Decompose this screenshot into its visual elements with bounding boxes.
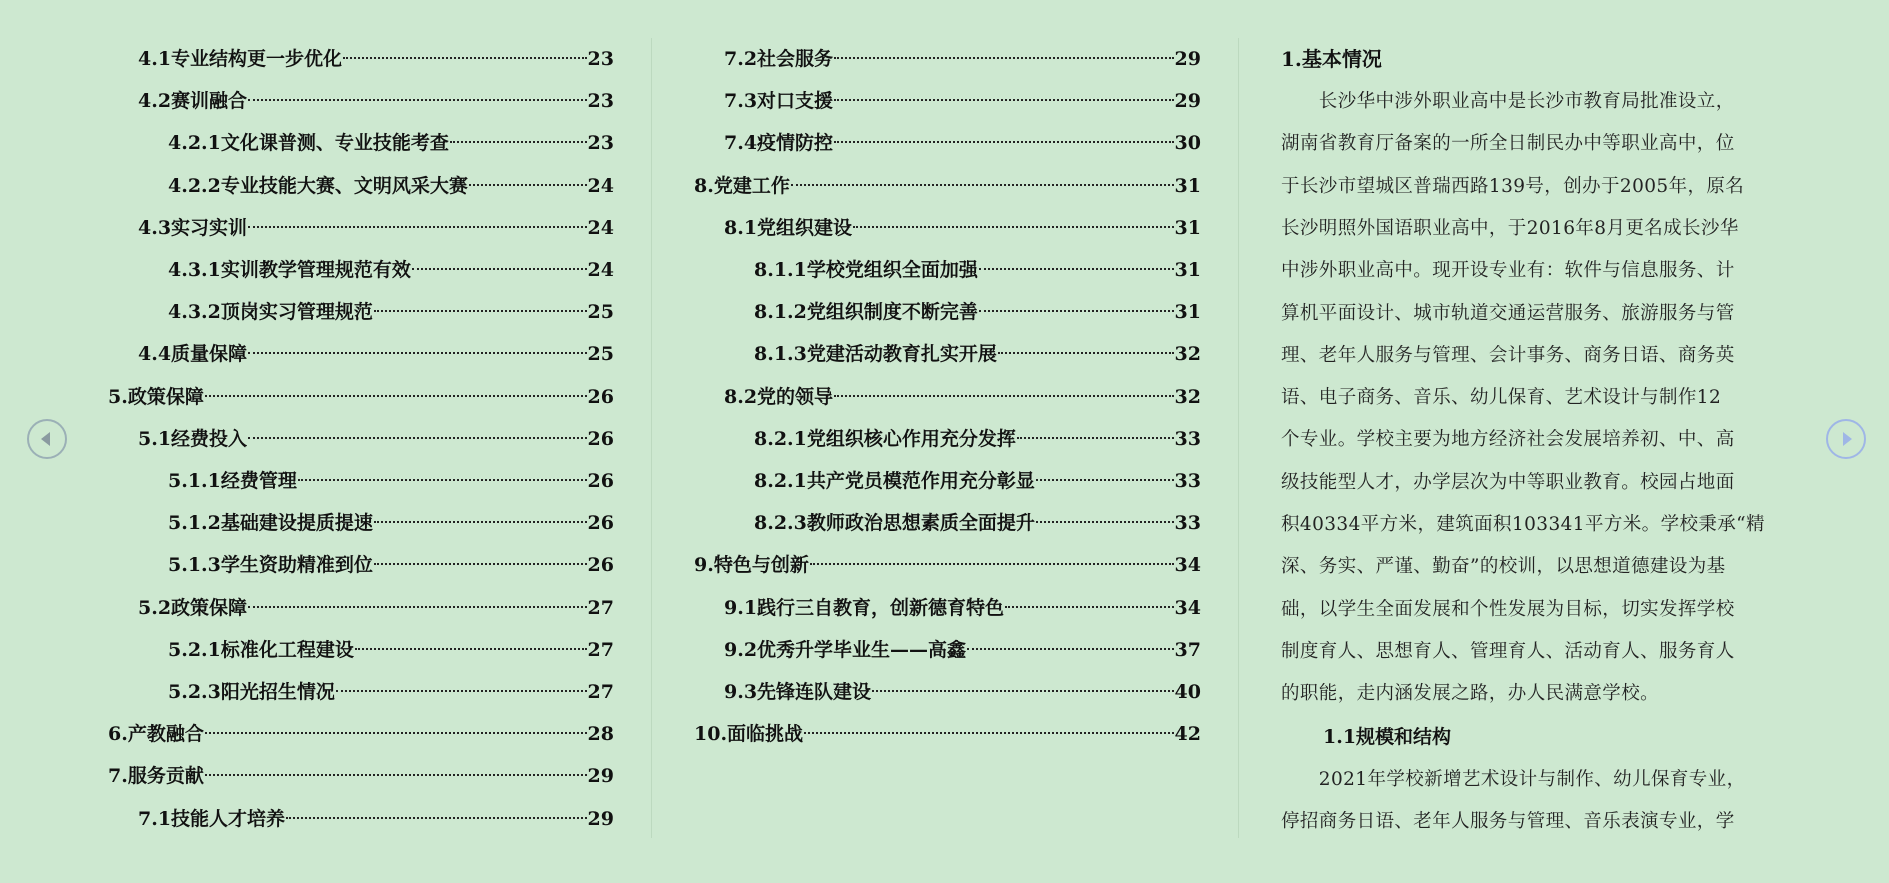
toc-entry[interactable] — [724, 629, 1201, 671]
toc-entry-page: 24 — [587, 174, 614, 197]
toc-entry[interactable] — [724, 207, 1201, 249]
toc-entry-title: 4.1专业结构更一步优化 — [138, 48, 343, 70]
toc-leader-dots — [355, 648, 587, 650]
toc-entry-title: 4.3.1实训教学管理规范有效 — [168, 259, 411, 281]
toc-leader-dots — [205, 732, 587, 734]
toc-entry[interactable] — [138, 587, 614, 629]
toc-entry[interactable] — [168, 502, 614, 544]
chevron-left-icon — [41, 432, 50, 446]
toc-leader-dots — [853, 226, 1173, 228]
toc-entry-page: 31 — [1174, 216, 1201, 239]
chevron-right-icon — [1843, 432, 1852, 446]
toc-entry-page: 31 — [1174, 259, 1201, 281]
column-divider — [651, 38, 652, 838]
toc-entry-title: 8.2党的领导 — [724, 385, 834, 408]
toc-leader-dots — [804, 732, 1173, 734]
toc-leader-dots — [336, 690, 587, 692]
toc-entry-page: 27 — [587, 638, 614, 661]
toc-leader-dots — [979, 268, 1174, 270]
toc-entry[interactable] — [138, 418, 614, 460]
toc-leader-dots — [248, 99, 586, 101]
toc-entry[interactable] — [754, 291, 1201, 333]
toc-entry-page: 33 — [1174, 470, 1201, 492]
toc-leader-dots — [248, 437, 586, 439]
column-divider — [1238, 38, 1239, 838]
toc-entry[interactable] — [168, 165, 614, 207]
toc-leader-dots — [469, 184, 587, 186]
toc-entry-title: 9.特色与创新 — [694, 554, 809, 577]
toc-leader-dots — [834, 141, 1173, 143]
toc-entry-page: 25 — [587, 343, 614, 366]
toc-entry[interactable] — [724, 376, 1201, 418]
toc-entry[interactable] — [108, 713, 614, 755]
subsection-heading: 1.1规模和结构 — [1323, 726, 1452, 748]
toc-entry[interactable] — [138, 333, 614, 375]
toc-entry-page: 31 — [1174, 174, 1201, 197]
toc-entry-page: 23 — [587, 90, 614, 113]
toc-entry[interactable] — [754, 460, 1201, 502]
next-page-button[interactable] — [1826, 419, 1866, 459]
toc-leader-dots — [834, 99, 1173, 101]
paragraph-line: 湖南省教育厅备案的一所全日制民办中等职业高中，位 — [1281, 133, 1735, 155]
toc-entry-title: 5.1.3学生资助精准到位 — [168, 554, 373, 577]
toc-entry-title: 7.服务贡献 — [108, 765, 204, 788]
paragraph-line: 语、电子商务、音乐、幼儿保育、艺术设计与制作12 — [1281, 387, 1722, 409]
toc-entry-title: 7.3对口支援 — [724, 90, 834, 113]
toc-entry-title: 6.产教融合 — [108, 723, 204, 746]
toc-entry-page: 23 — [587, 48, 614, 70]
toc-entry-title: 4.2.2专业技能大赛、文明风采大赛 — [168, 174, 468, 197]
toc-leader-dots — [1017, 437, 1174, 439]
toc-entry[interactable] — [108, 755, 614, 797]
toc-leader-dots — [205, 774, 587, 776]
toc-leader-dots — [248, 352, 586, 354]
paragraph-line: 中涉外职业高中。现开设专业有：软件与信息服务、计 — [1281, 260, 1735, 282]
toc-leader-dots — [810, 563, 1174, 565]
toc-entry-title: 5.政策保障 — [108, 385, 204, 408]
toc-leader-dots — [998, 352, 1174, 354]
toc-entry[interactable] — [724, 671, 1201, 713]
paragraph-line: 长沙华中涉外职业高中是长沙市教育局批准设立， — [1281, 91, 1735, 112]
toc-entry[interactable] — [754, 333, 1201, 375]
toc-entry-title: 8.1党组织建设 — [724, 216, 853, 239]
toc-leader-dots — [834, 395, 1173, 397]
toc-leader-dots — [979, 310, 1174, 312]
toc-leader-dots — [1005, 606, 1173, 608]
paragraph-line: 础，以学生全面发展和个性发展为目标，切实发挥学校 — [1281, 598, 1735, 620]
toc-entry-title: 9.2优秀升学毕业生——高鑫 — [724, 638, 967, 661]
toc-leader-dots — [834, 57, 1173, 59]
toc-entry-title: 4.4质量保障 — [138, 343, 248, 366]
toc-entry[interactable] — [168, 544, 614, 586]
toc-entry[interactable] — [754, 502, 1201, 544]
toc-leader-dots — [343, 57, 586, 59]
toc-entry-page: 31 — [1174, 301, 1201, 324]
toc-entry-page: 42 — [1174, 723, 1201, 746]
toc-entry-page: 37 — [1174, 638, 1201, 661]
toc-entry-title: 4.3实习实训 — [138, 216, 248, 239]
toc-entry-page: 29 — [1174, 48, 1201, 70]
toc-entry[interactable] — [168, 291, 614, 333]
toc-leader-dots — [1036, 479, 1174, 481]
toc-entry-title: 4.3.2顶岗实习管理规范 — [168, 301, 373, 324]
toc-entry[interactable] — [168, 122, 614, 164]
toc-entry[interactable] — [138, 80, 614, 122]
toc-entry-page: 32 — [1174, 385, 1201, 408]
paragraph-line: 的职能，走内涵发展之路，办人民满意学校。 — [1281, 683, 1660, 705]
toc-entry-page: 29 — [587, 807, 614, 830]
toc-entry[interactable] — [138, 207, 614, 249]
toc-entry-page: 27 — [587, 681, 614, 703]
toc-entry[interactable] — [694, 713, 1201, 755]
toc-entry-title: 5.2政策保障 — [138, 596, 248, 619]
toc-entry-title: 9.1践行三自教育，创新德育特色 — [724, 596, 1005, 619]
toc-entry-page: 26 — [587, 385, 614, 408]
toc-entry-page: 30 — [1174, 132, 1201, 155]
toc-leader-dots — [374, 563, 587, 565]
toc-entry-page: 24 — [587, 216, 614, 239]
toc-entry-page: 26 — [587, 554, 614, 577]
toc-entry-page: 26 — [587, 512, 614, 535]
toc-entry-page: 34 — [1174, 554, 1201, 577]
toc-leader-dots — [967, 648, 1173, 650]
toc-entry-title: 7.2社会服务 — [724, 48, 834, 70]
toc-entry[interactable] — [168, 671, 614, 713]
toc-entry-page: 28 — [587, 723, 614, 746]
toc-entry-page: 29 — [1174, 90, 1201, 113]
toc-entry-title: 4.2.1文化课普测、专业技能考查 — [168, 132, 449, 155]
paragraph-line: 深、务实、严谨、勤奋”的校训，以思想道德建设为基 — [1281, 556, 1726, 578]
toc-entry[interactable] — [168, 629, 614, 671]
paragraph-line: 停招商务日语、老年人服务与管理、音乐表演专业，学 — [1281, 811, 1735, 833]
toc-leader-dots — [248, 606, 586, 608]
toc-entry-page: 25 — [587, 301, 614, 324]
paragraph-line: 个专业。学校主要为地方经济社会发展培养初、中、高 — [1281, 429, 1735, 451]
toc-entry-title: 9.3先锋连队建设 — [724, 681, 872, 703]
toc-entry-title: 7.4疫情防控 — [724, 132, 834, 155]
toc-leader-dots — [1036, 521, 1174, 523]
toc-entry[interactable] — [724, 80, 1201, 122]
paragraph-line: 制度育人、思想育人、管理育人、活动育人、服务育人 — [1281, 640, 1735, 662]
paragraph-line: 理、老年人服务与管理、会计事务、商务日语、商务英 — [1281, 344, 1735, 366]
toc-entry-title: 5.2.1标准化工程建设 — [168, 638, 354, 661]
section-heading: 1.基本情况 — [1281, 47, 1382, 71]
toc-leader-dots — [374, 521, 587, 523]
toc-entry-page: 33 — [1174, 512, 1201, 535]
toc-leader-dots — [298, 479, 587, 481]
toc-entry-title: 8.1.1学校党组织全面加强 — [754, 259, 978, 281]
paragraph-line: 2021年学校新增艺术设计与制作、幼儿保育专业， — [1281, 769, 1746, 790]
toc-entry-title: 4.2赛训融合 — [138, 90, 248, 113]
paragraph-line: 于长沙市望城区普瑞西路139号，创办于2005年，原名 — [1281, 175, 1745, 197]
toc-entry-title: 10.面临挑战 — [694, 723, 804, 746]
toc-entry-title: 7.1技能人才培养 — [138, 807, 286, 830]
toc-entry-title: 5.1.1经费管理 — [168, 470, 297, 492]
toc-entry-page: 33 — [1174, 427, 1201, 450]
toc-entry[interactable] — [168, 249, 614, 291]
toc-entry-page: 27 — [587, 596, 614, 619]
toc-entry[interactable] — [108, 376, 614, 418]
toc-entry-title: 5.2.3阳光招生情况 — [168, 681, 335, 703]
toc-entry[interactable] — [724, 38, 1201, 80]
toc-entry-page: 29 — [587, 765, 614, 788]
toc-entry-title: 8.2.3教师政治思想素质全面提升 — [754, 512, 1035, 535]
paragraph-line: 算机平面设计、城市轨道交通运营服务、旅游服务与管 — [1281, 302, 1735, 324]
paragraph-line: 级技能型人才，办学层次为中等职业教育。校园占地面 — [1281, 471, 1735, 493]
paragraph-line: 长沙明照外国语职业高中，于2016年8月更名成长沙华 — [1281, 217, 1739, 239]
toc-entry-page: 24 — [587, 259, 614, 281]
toc-entry-page: 26 — [587, 470, 614, 492]
toc-entry[interactable] — [754, 249, 1201, 291]
toc-entry-title: 8.党建工作 — [694, 174, 790, 197]
toc-entry[interactable] — [694, 165, 1201, 207]
toc-entry-title: 8.2.1共产党员模范作用充分彰显 — [754, 470, 1035, 492]
toc-leader-dots — [248, 226, 586, 228]
toc-leader-dots — [412, 268, 587, 270]
toc-entry-page: 23 — [587, 132, 614, 155]
previous-page-button[interactable] — [27, 419, 67, 459]
toc-leader-dots — [872, 690, 1173, 692]
toc-entry-page: 34 — [1174, 596, 1201, 619]
toc-entry-title: 5.1.2基础建设提质提速 — [168, 512, 373, 535]
toc-entry-title: 5.1经费投入 — [138, 427, 248, 450]
toc-entry-title: 8.2.1党组织核心作用充分发挥 — [754, 427, 1016, 450]
toc-leader-dots — [374, 310, 587, 312]
toc-entry-page: 26 — [587, 427, 614, 450]
toc-entry-page: 32 — [1174, 343, 1201, 366]
toc-entry[interactable] — [694, 544, 1201, 586]
toc-entry[interactable] — [724, 587, 1201, 629]
toc-entry-title: 8.1.2党组织制度不断完善 — [754, 301, 978, 324]
toc-entry[interactable] — [138, 38, 614, 80]
toc-entry[interactable] — [754, 418, 1201, 460]
toc-leader-dots — [791, 184, 1174, 186]
toc-entry-title: 8.1.3党建活动教育扎实开展 — [754, 343, 997, 366]
toc-entry[interactable] — [138, 798, 614, 840]
toc-entry[interactable] — [724, 122, 1201, 164]
toc-leader-dots — [450, 141, 587, 143]
toc-leader-dots — [286, 817, 586, 819]
toc-leader-dots — [205, 395, 587, 397]
toc-entry-page: 40 — [1174, 681, 1201, 703]
paragraph-line: 积40334平方米，建筑面积103341平方米。学校秉承“精 — [1281, 514, 1765, 535]
toc-entry[interactable] — [168, 460, 614, 502]
